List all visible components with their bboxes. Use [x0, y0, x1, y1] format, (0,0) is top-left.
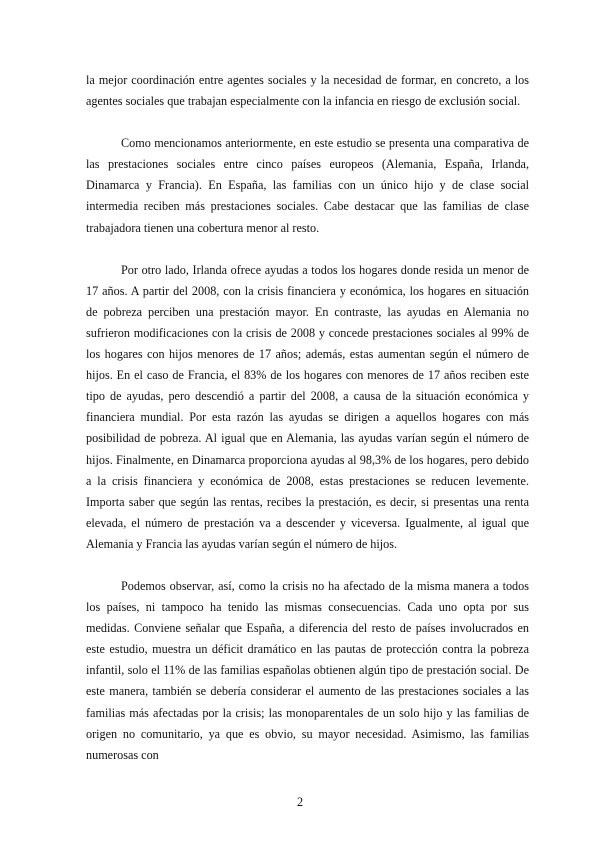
paragraph-paises: Por otro lado, Irlanda ofrece ayudas a todos los hogares donde resida un menor de 17 años. A partir del 2008, con la crisis financiera y económica, los hogares en situación de pobreza perciben una prestación mayor. En contraste, las ayudas en Alemania no sufrieron modificaciones con la crisis de 2008 y concede prestaciones sociales al 99% de los hogares con hijos menores de 17 años; además, estas aumentan según el número de hijos. En el caso de Francia, el 83% de los hogares con menores de 17 años reciben este tipo de ayudas, pero descendió a partir del 2008, a causa de la situación económica y financiera mundial. Por esta razón las ayudas se dirigen a aquellos hogares con más posibilidad de pobreza. Al igual que en Alemania, las ayudas varían según el número de hijos. Finalmente, en Dinamarca proporciona ayudas al 98,3% de los hogares, pero debido a la crisis financiera y económica de 2008, estas prestaciones se reducen levemente. Importa saber que según las rentas, recibes la prestación, es decir, si presentas una renta elevada, el número de prestación va a descender y viceversa. Igualmente, al igual que Alemania y Francia las ayudas varían según el número de hijos.	[86, 262, 529, 551]
paragraph-comparativa: Como mencionamos anteriormente, en este estudio se presenta una comparativa de las prestaciones sociales entre cinco países europeos (Alemania, España, Irlanda, Dinamarca y Francia). En España, las familias con un único hijo y de clase social intermedia reciben más prestaciones sociales. Cabe destacar que las familias de clase trabajadora tienen una cobertura menor al resto.	[86, 136, 529, 235]
paragraph-conclusion: Podemos observar, así, como la crisis no ha afectado de la misma manera a todos los países, ni tampoco ha tenido las mismas consecuencias. Cada uno opta por sus medidas. Conviene señalar que España, a diferencia del resto de países involucrados en este estudio, muestra un déficit dramático en las pautas de protección contra la pobreza infantil, solo el 11% de las familias españolas obtienen algún tipo de prestación social. De este manera, también se debería considerar el aumento de las prestaciones sociales a las familias más afectadas por la crisis; las monoparentales de un solo hijo y las familias de origen no comunitario, ya que es obvio, su mayor necesidad. Asimismo, las familias numerosas con	[86, 578, 529, 762]
paragraph-continuation: la mejor coordinación entre agentes sociales y la necesidad de formar, en concreto, a los agentes sociales que trabajan especialmente con la infancia en riesgo de exclusión social.	[86, 73, 529, 109]
page-number: 2	[296, 795, 304, 809]
body-text	[86, 70, 529, 766]
